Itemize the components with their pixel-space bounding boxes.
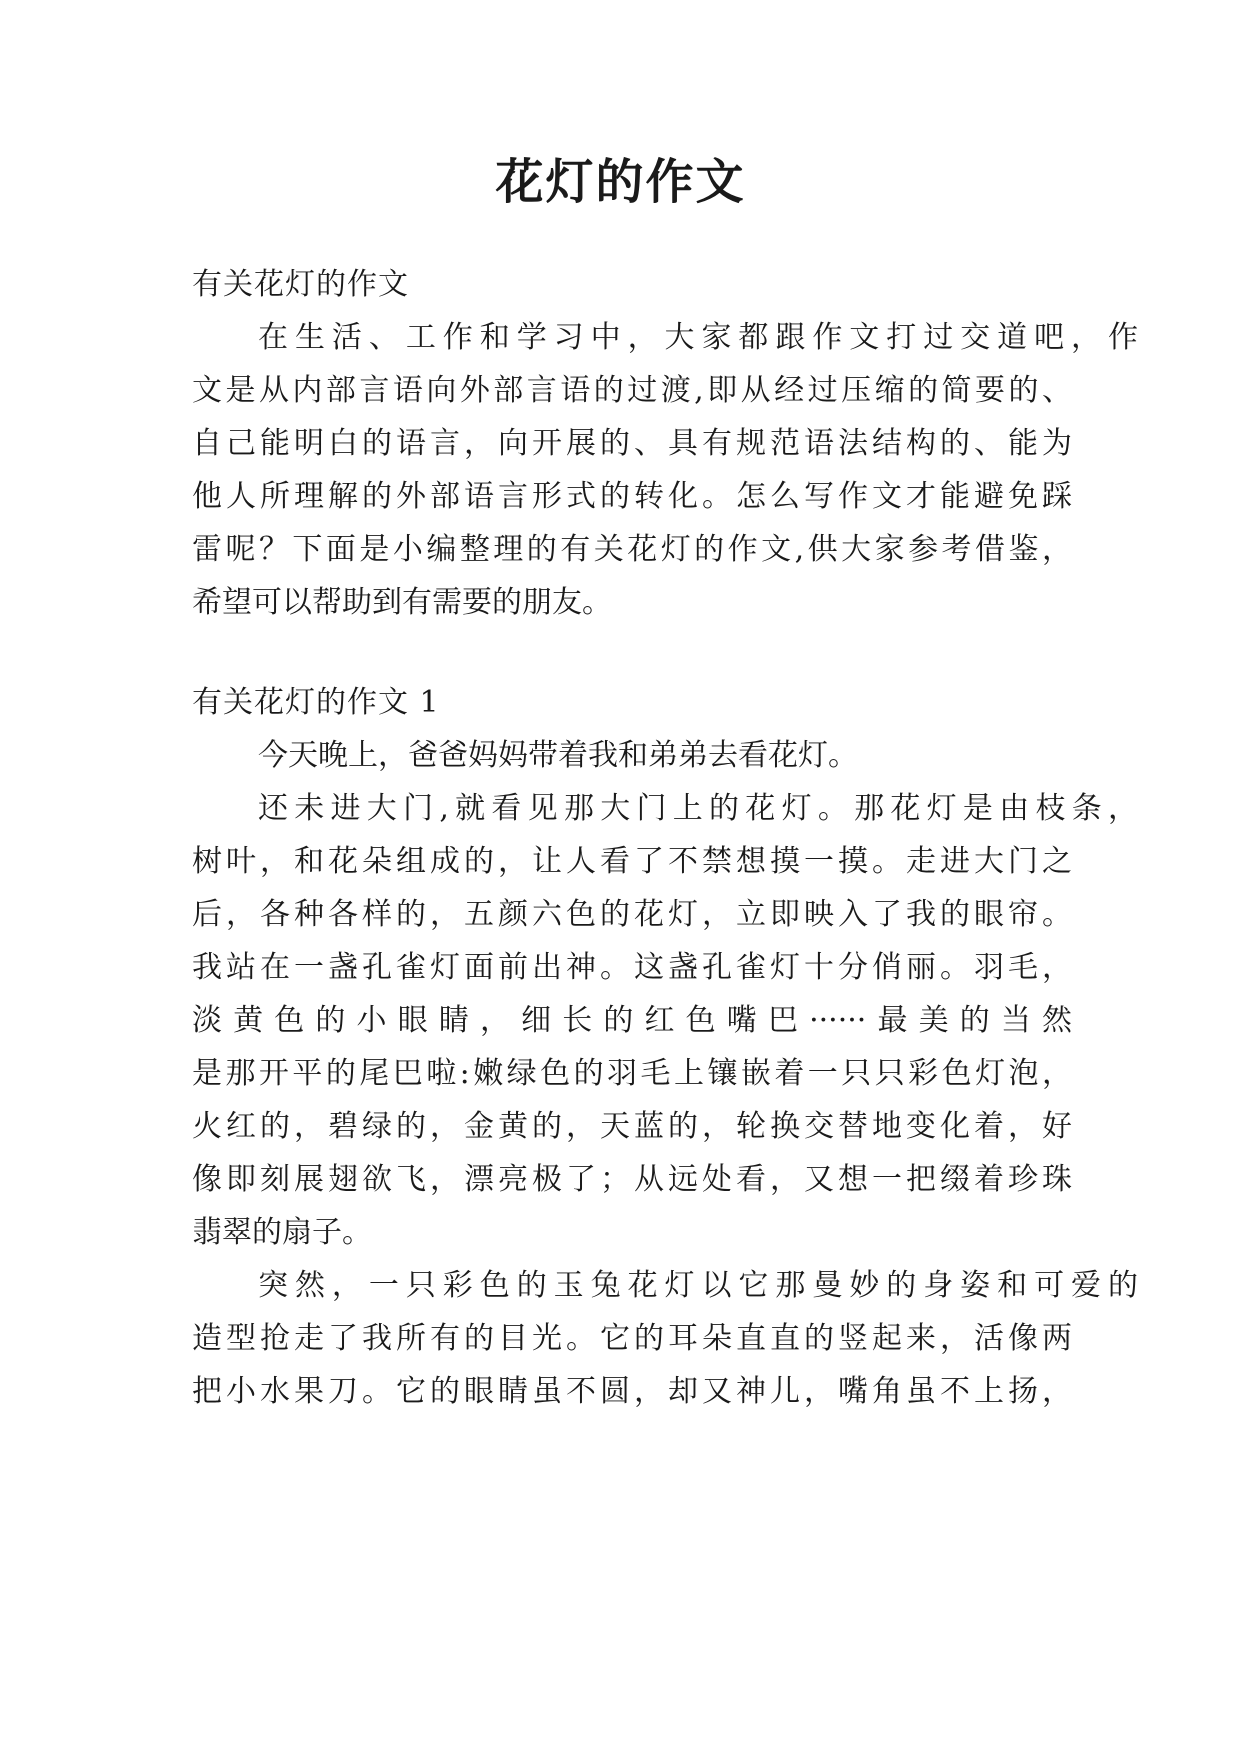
essay1-p2-line: 树叶，和花朵组成的，让人看了不禁想摸一摸。走进大门之 (192, 844, 1072, 879)
intro-line: 文是从内部言语向外部言语的过渡,即从经过压缩的简要的、 (192, 373, 1072, 408)
essay1-p3-line: 造型抢走了我所有的目光。它的耳朵直直的竖起来，活像两 (192, 1321, 1072, 1356)
essay1-p2-line: 像即刻展翅欲飞，漂亮极了；从远处看，又想一把缀着珍珠 (192, 1162, 1072, 1197)
intro-line: 自己能明白的语言，向开展的、具有规范语法结构的、能为 (192, 426, 1072, 461)
document-title: 花灯的作文 (495, 154, 746, 210)
essay1-p3-line: 突然，一只彩色的玉兔花灯以它那曼妙的身姿和可爱的 (258, 1268, 1138, 1303)
essay1-p3-line: 把小水果刀。它的眼睛虽不圆，却又神儿，嘴角虽不上扬， (192, 1374, 1072, 1409)
essay1-heading: 有关花灯的作文 1 (192, 685, 440, 720)
essay1-paragraph-1: 今天晚上，爸爸妈妈带着我和弟弟去看花灯。 (258, 738, 858, 773)
intro-heading: 有关花灯的作文 (192, 267, 409, 302)
essay1-p2-line: 我站在一盏孔雀灯面前出神。这盏孔雀灯十分俏丽。羽毛， (192, 950, 1072, 985)
essay1-p2-line: 淡黄色的小眼睛，细长的红色嘴巴······最美的当然 (192, 1003, 1072, 1038)
essay1-p2-line: 翡翠的扇子。 (192, 1215, 372, 1250)
intro-line: 他人所理解的外部语言形式的转化。怎么写作文才能避免踩 (192, 479, 1072, 514)
essay1-p2-line: 火红的，碧绿的，金黄的，天蓝的，轮换交替地变化着，好 (192, 1109, 1072, 1144)
essay1-p2-line: 是那开平的尾巴啦:嫩绿色的羽毛上镶嵌着一只只彩色灯泡， (192, 1056, 1072, 1091)
essay1-p2-line: 后，各种各样的，五颜六色的花灯，立即映入了我的眼帘。 (192, 897, 1072, 932)
intro-line: 雷呢？下面是小编整理的有关花灯的作文,供大家参考借鉴， (192, 532, 1072, 567)
intro-line: 在生活、工作和学习中，大家都跟作文打过交道吧，作 (258, 320, 1138, 355)
essay1-p2-line: 还未进大门,就看见那大门上的花灯。那花灯是由枝条， (258, 791, 1138, 826)
intro-line: 希望可以帮助到有需要的朋友。 (192, 585, 612, 620)
